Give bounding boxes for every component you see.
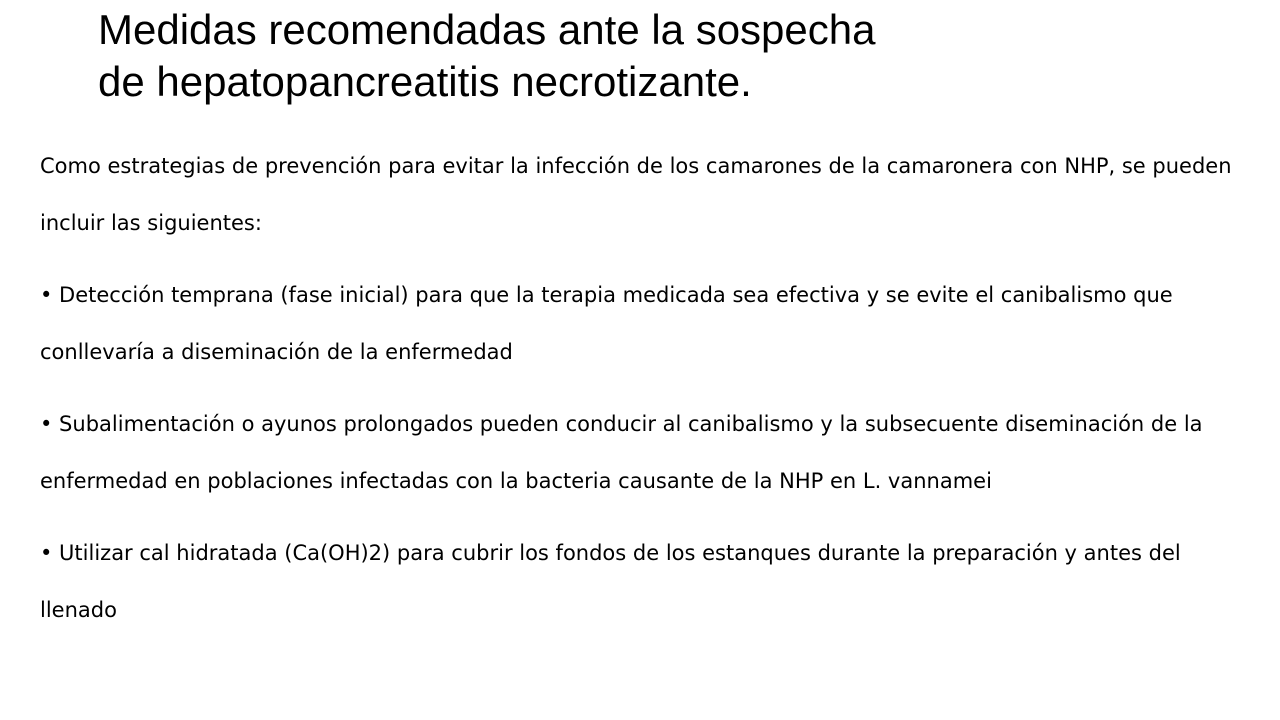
title-line-1: Medidas recomendadas ante la sospecha: [98, 6, 876, 53]
bullet-early-detection: • Detección temprana (fase inicial) para que la terapia medicada sea efectiva y se evite el canibalismo que conllevaría a diseminación de la enfermedad: [40, 283, 1173, 364]
slide-body: [40, 138, 1260, 654]
intro-paragraph: Como estrategias de prevención para evitar la infección de los camarones de la camaronera con NHP, se pueden incluir las siguientes:: [40, 154, 1232, 235]
bullet-hydrated-lime: • Utilizar cal hidratada (Ca(OH)2) para cubrir los fondos de los estanques durante la preparación y antes del llenado: [40, 541, 1181, 622]
title-line-2: de hepatopancreatitis necrotizante.: [98, 58, 752, 105]
slide-title: [98, 4, 1198, 108]
bullet-underfeeding: • Subalimentación o ayunos prolongados pueden conducir al canibalismo y la subsecuente diseminación de la enfermedad en poblaciones infectadas con la bacteria causante de la NHP en L. vannamei: [40, 412, 1203, 493]
